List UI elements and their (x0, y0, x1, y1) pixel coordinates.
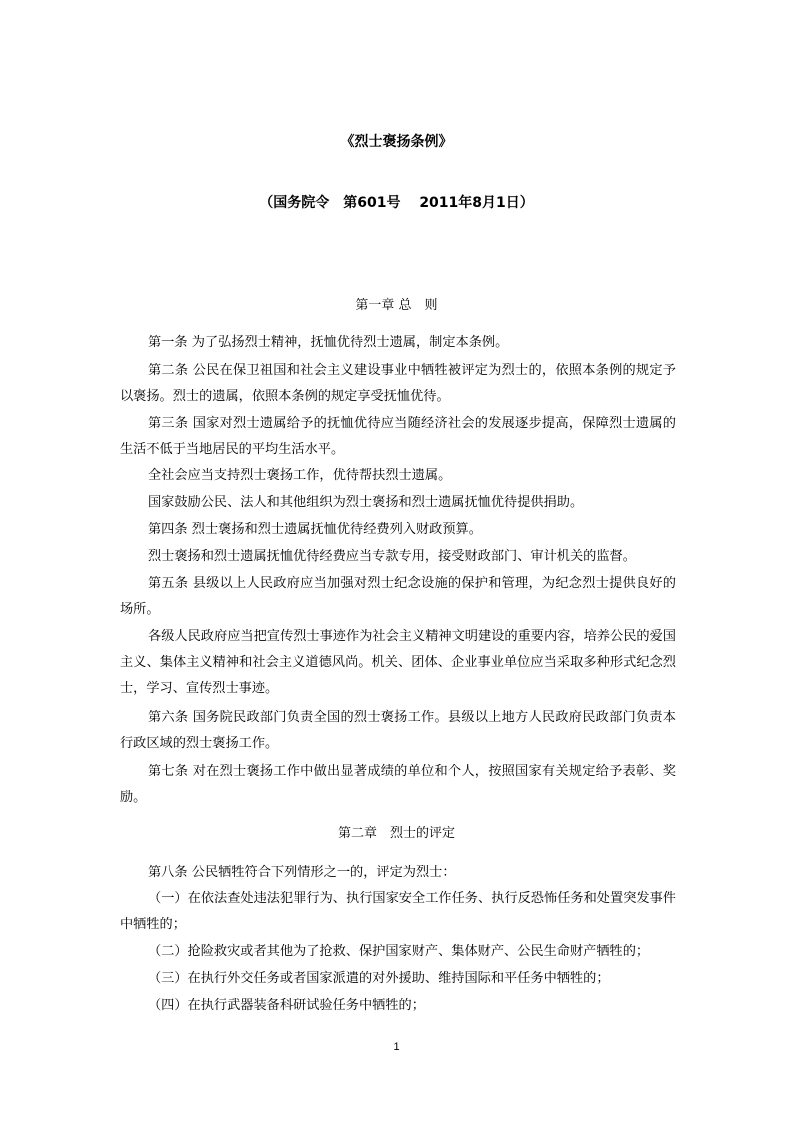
paragraph: 烈士褒扬和烈士遗属抚恤优待经费应当专款专用，接受财政部门、审计机关的监督。 (148, 549, 636, 564)
document-subtitle: （国务院令 第601号 2011年8月1日） (259, 195, 534, 211)
paragraph: 第一条 为了弘扬烈士精神，抚恤优待烈士遗属，制定本条例。 (148, 335, 509, 350)
paragraph: 第五条 县级以上人民政府应当加强对烈士纪念设施的保护和管理，为纪念烈士提供良好的场所。 (120, 576, 676, 617)
paragraph: 国家鼓励公民、法人和其他组织为烈士褒扬和烈士遗属抚恤优待提供捐助。 (148, 495, 584, 510)
paragraph: 全社会应当支持烈士褒扬工作，优待帮扶烈士遗属。 (148, 468, 452, 483)
chapter-heading-1: 第一章 总 则 (355, 298, 438, 313)
paragraph: （三）在执行外交任务或者国家派遣的对外援助、维持国际和平任务中牺牲的； (148, 971, 610, 986)
paragraph: 第三条 国家对烈士遗属给予的抚恤优待应当随经济社会的发展逐步提高，保障烈士遗属的生活不低于当地居民的平均生活水平。 (120, 416, 676, 457)
paragraph: 第六条 国务院民政部门负责全国的烈士褒扬工作。县级以上地方人民政府民政部门负责本行政区域的烈士褒扬工作。 (120, 710, 676, 751)
paragraph: （二）抢险救灾或者其他为了抢救、保护国家财产、集体财产、公民生命财产牺牲的； (148, 944, 650, 959)
page-number: 1 (393, 1041, 400, 1053)
chapter-heading-2: 第二章 烈士的评定 (337, 826, 455, 841)
paragraph: 第八条 公民牺牲符合下列情形之一的，评定为烈士： (148, 865, 456, 880)
paragraph: 各级人民政府应当把宣传烈士事迹作为社会主义精神文明建设的重要内容，培养公民的爱国主义、集体主义精神和社会主义道德风尚。机关、团体、企业事业单位应当采取多种形式纪念烈士，学习、宣传烈士事迹。 (120, 629, 676, 696)
paragraph: （一）在依法查处违法犯罪行为、执行国家安全工作任务、执行反恐怖任务和处置突发事件中牺牲的； (120, 891, 676, 932)
paragraph: 第四条 烈士褒扬和烈士遗属抚恤优待经费列入财政预算。 (148, 522, 482, 537)
paragraph: 第二条 公民在保卫祖国和社会主义建设事业中牺牲被评定为烈士的，依照本条例的规定予以褒扬。烈士的遗属，依照本条例的规定享受抚恤优待。 (120, 363, 676, 404)
paragraph: 第七条 对在烈士褒扬工作中做出显著成绩的单位和个人，按照国家有关规定给予表彰、奖励。 (120, 764, 676, 805)
document-title: 《烈士褒扬条例》 (340, 134, 453, 150)
paragraph: （四）在执行武器装备科研试验任务中牺牲的； (148, 998, 425, 1013)
